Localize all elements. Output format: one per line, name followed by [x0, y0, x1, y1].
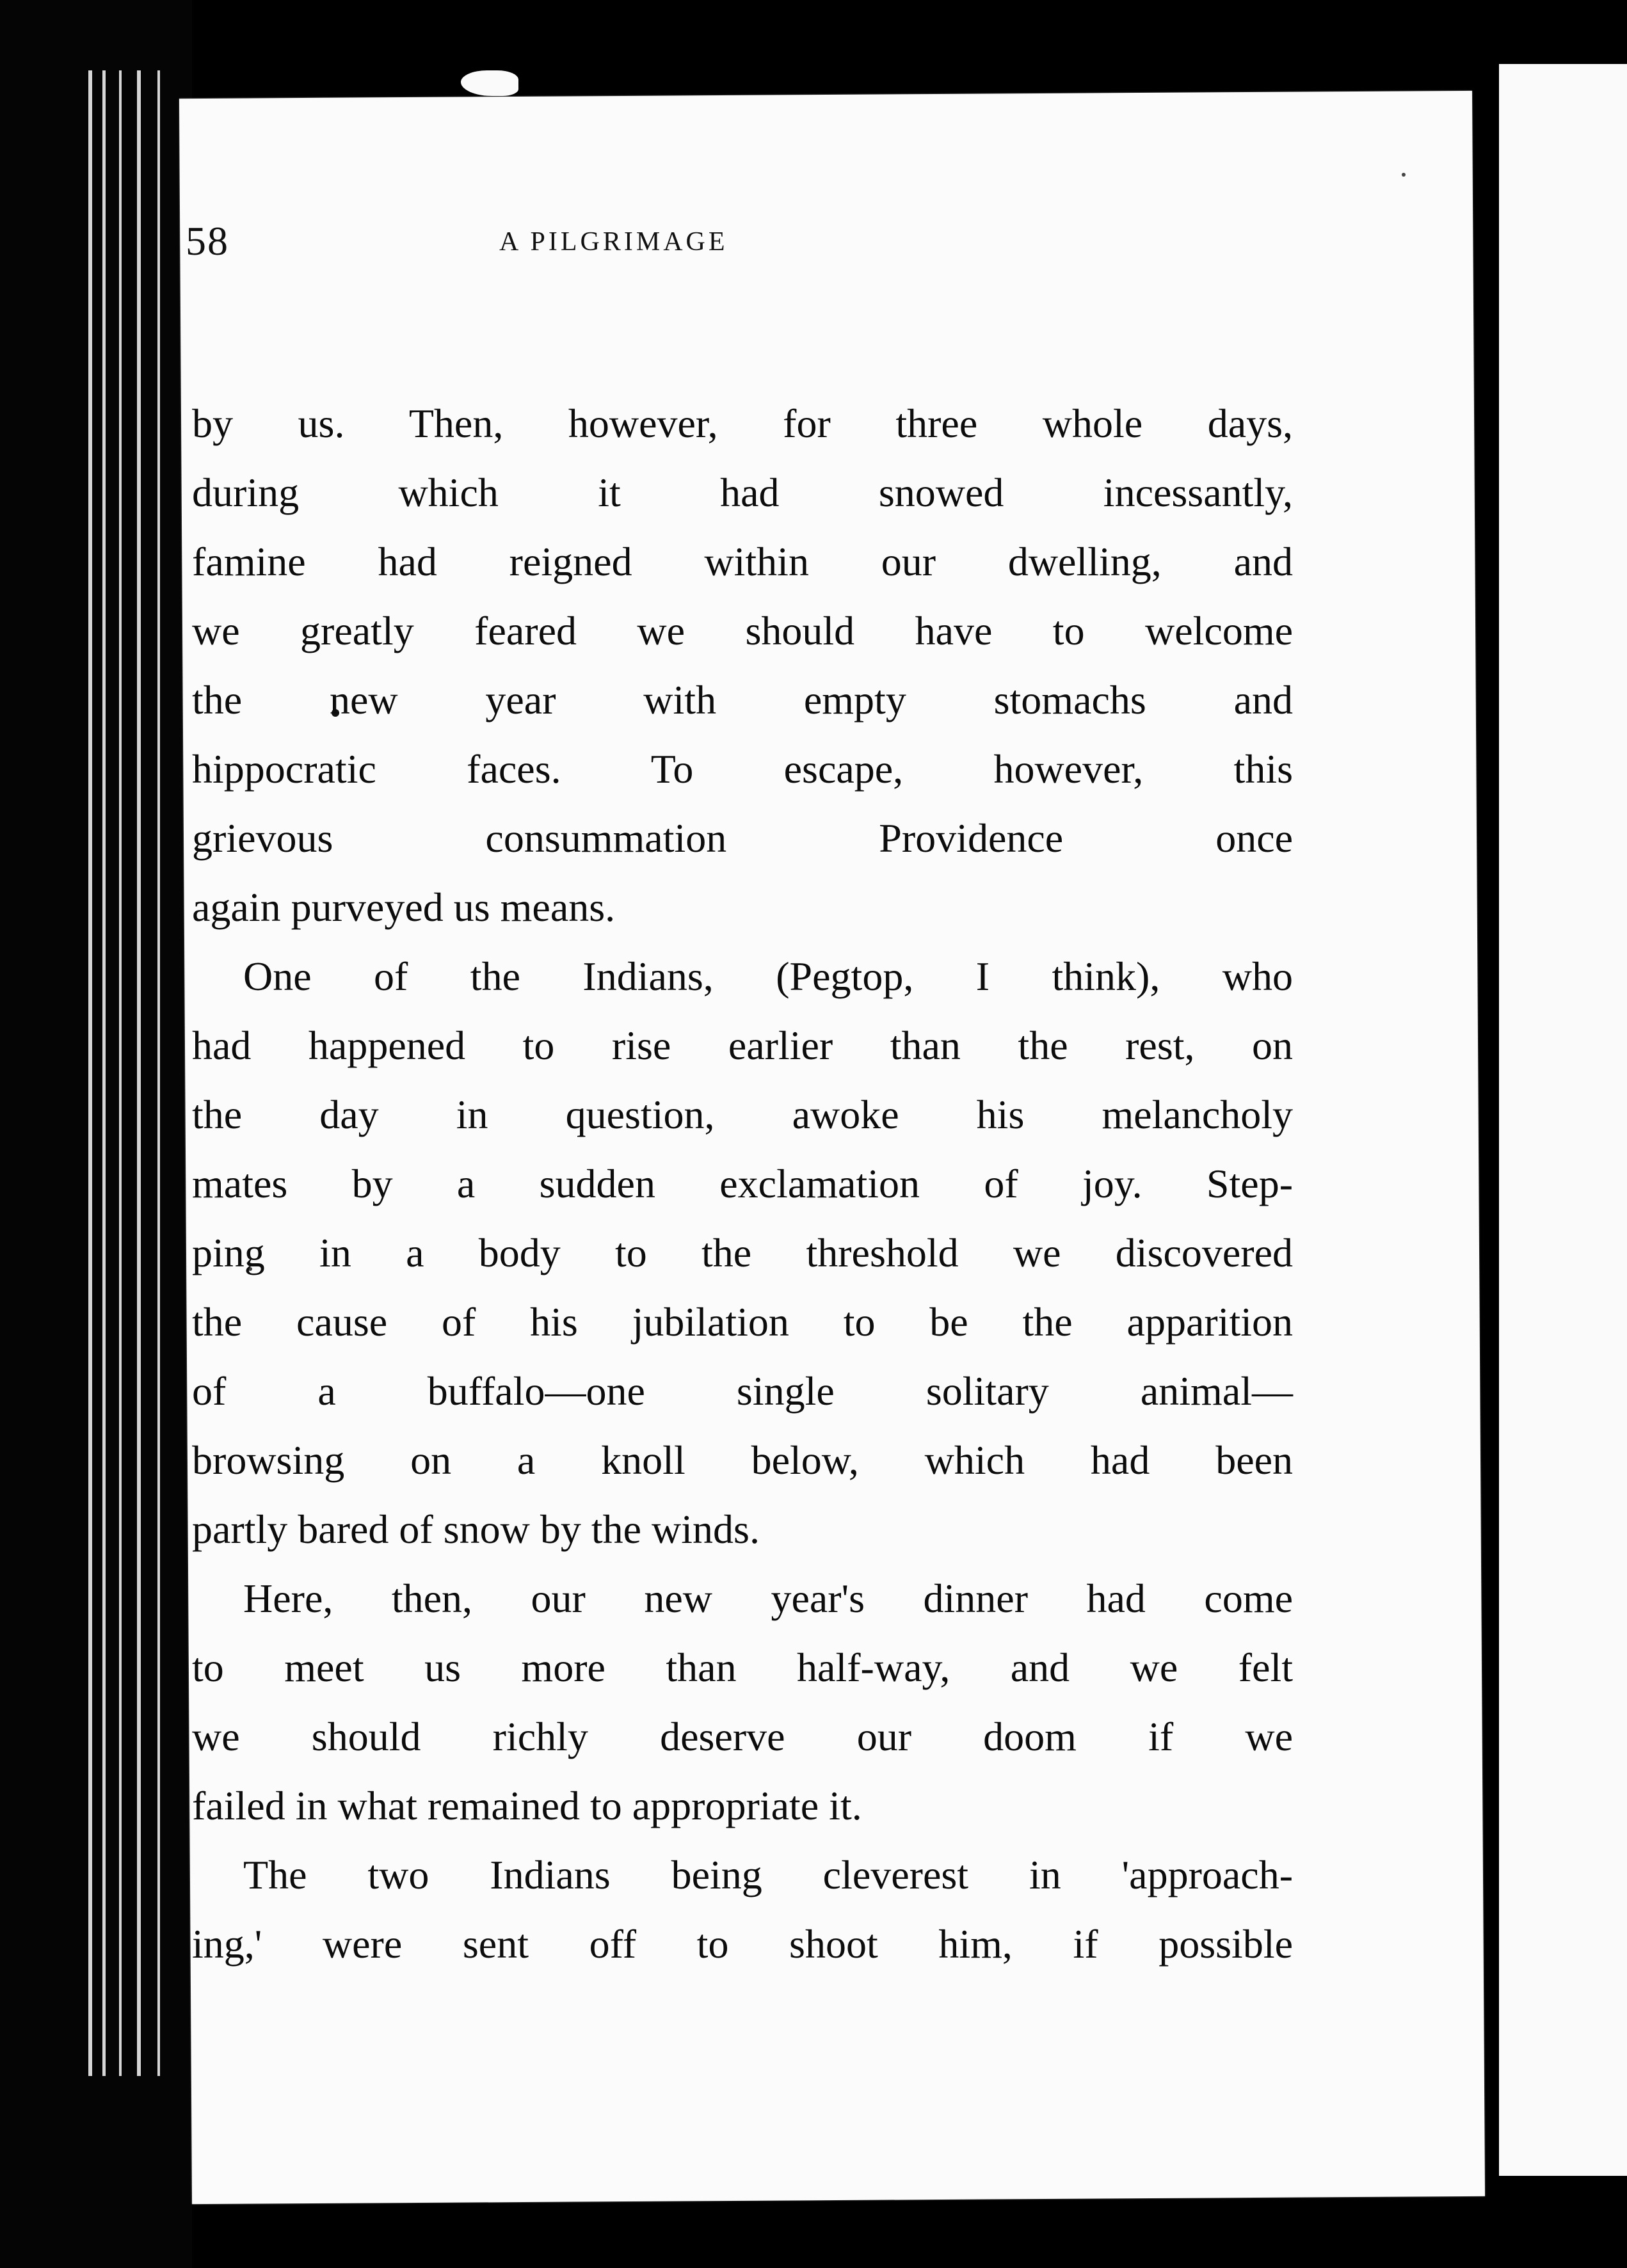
text-line: of a buffalo—one single solitary animal—: [192, 1368, 1293, 1414]
body-text: [192, 389, 1293, 1979]
text-line: ping in a body to the threshold we discovered: [192, 1230, 1293, 1275]
running-head: A PILGRIMAGE: [499, 227, 728, 257]
text-line: hippocratic faces. To escape, however, this: [192, 746, 1293, 792]
text-line: ing,' were sent off to shoot him, if possible: [192, 1921, 1293, 1967]
text-line: failed in what remained to appropriate it.: [192, 1783, 862, 1828]
paper-speck: [1402, 173, 1406, 177]
text-line: browsing on a knoll below, which had been: [192, 1437, 1293, 1483]
text-line: mates by a sudden exclamation of joy. Step-: [192, 1161, 1293, 1206]
text-line: the new year with empty stomachs and: [192, 677, 1293, 723]
page-header: [186, 218, 1120, 282]
text-line: had happened to rise earlier than the rest, on: [192, 1023, 1293, 1068]
text-line: One of the Indians, (Pegtop, I think), who: [243, 954, 1293, 999]
text-line: partly bared of snow by the winds.: [192, 1506, 760, 1552]
text-line: again purveyed us means.: [192, 884, 616, 930]
text-line: the day in question, awoke his melancholy: [192, 1092, 1293, 1137]
spine-edge-line: [88, 70, 92, 2076]
text-line: Here, then, our new year's dinner had come: [243, 1576, 1293, 1621]
text-line: The two Indians being cleverest in 'approach-: [243, 1852, 1293, 1897]
paper-flake: [461, 70, 518, 96]
spine-edge-line: [137, 70, 141, 2076]
text-line: famine had reigned within our dwelling, and: [192, 539, 1293, 584]
spine-edge-line: [102, 70, 106, 2076]
text-line: to meet us more than half-way, and we felt: [192, 1645, 1293, 1690]
text-line: by us. Then, however, for three whole days,: [192, 401, 1293, 446]
text-line: we should richly deserve our doom if we: [192, 1714, 1293, 1759]
page-number: 58: [186, 218, 229, 264]
text-line: grievous consummation Providence once: [192, 815, 1293, 861]
spine-edge-line: [157, 70, 160, 2076]
facing-page-edge: [1485, 64, 1627, 2176]
spine-edge-line: [119, 70, 122, 2076]
book-binding: [0, 0, 192, 2268]
text-line: we greatly feared we should have to welcome: [192, 608, 1293, 653]
text-line: the cause of his jubilation to be the apparition: [192, 1299, 1293, 1345]
text-line: during which it had snowed incessantly,: [192, 470, 1293, 515]
